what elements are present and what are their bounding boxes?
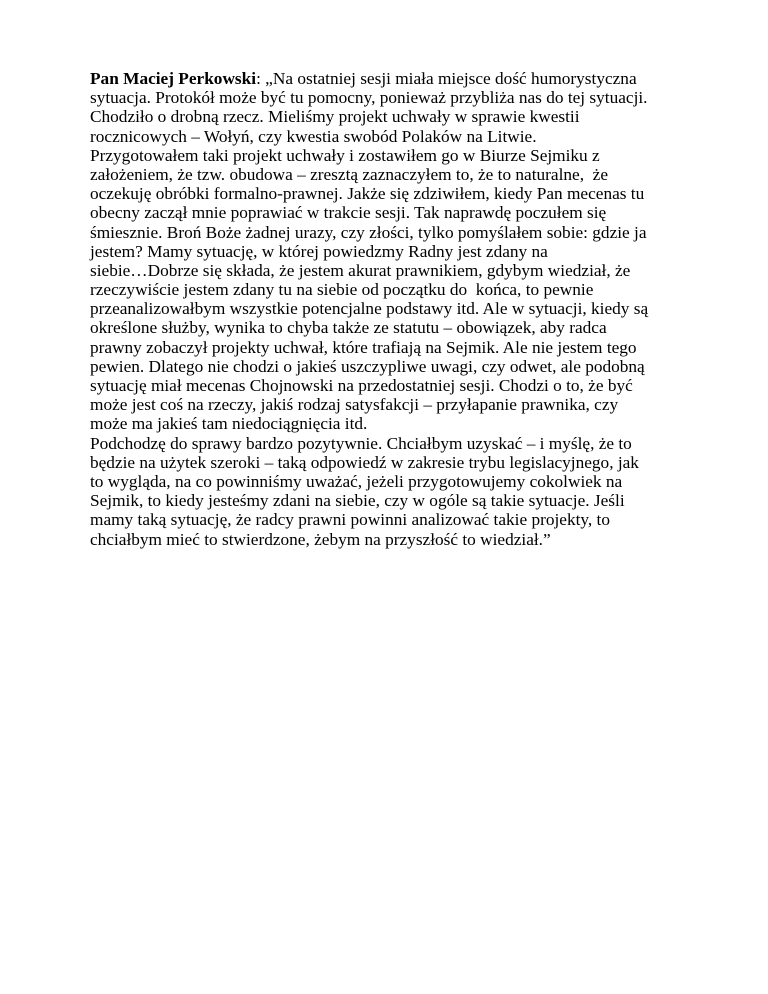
text-line: Przygotowałem taki projekt uchwały i zostawiłem go w Biurze Sejmiku z (90, 145, 600, 165)
text-line: mamy taką sytuację, że radcy prawni powinni analizować takie projekty, to (90, 510, 610, 530)
speaker-name: Pan Maciej Perkowski (90, 69, 257, 88)
text-line: założeniem, że tzw. obudowa – zresztą zaznaczyłem to, że to naturalne, że (90, 164, 608, 184)
text-line: będzie na użytek szeroki – taką odpowiedź w zakresie trybu legislacyjnego, jak (90, 452, 639, 472)
text-line: obecny zaczął mnie poprawiać w trakcie sesji. Tak naprawdę poczułem się (90, 203, 607, 223)
text-line: może jest coś na rzeczy, jakiś rodzaj satysfakcji – przyłapanie prawnika, czy (90, 395, 619, 415)
text-line: może ma jakieś tam niedociągnięcia itd. (90, 414, 368, 434)
text-line: oczekuję obróbki formalno-prawnej. Jakże się zdziwiłem, kiedy Pan mecenas tu (90, 184, 645, 204)
text-line: rzeczywiście jestem zdany tu na siebie od początku do końca, to pewnie (90, 280, 594, 300)
text-line (90, 69, 700, 88)
text-line: Sejmik, to kiedy jesteśmy zdani na siebie, czy w ogóle są takie sytuacje. Jeśli (90, 491, 625, 511)
text-line: siebie…Dobrze się składa, że jestem akurat prawnikiem, gdybym wiedział, że (90, 260, 631, 280)
text-line: sytuację miał mecenas Chojnowski na przedostatniej sesji. Chodzi o to, że być (90, 376, 633, 395)
text-line: jestem? Mamy sytuację, w której powiedzmy Radny jest zdany na (90, 241, 548, 261)
text-line: Podchodzę do sprawy bardzo pozytywnie. Chciałbym uzyskać – i myślę, że to (90, 433, 632, 453)
text-line: określone służby, wynika to chyba także ze statutu – obowiązek, aby radca (90, 318, 607, 338)
text-line: przeanalizowałbym wszystkie potencjalne podstawy itd. Ale w sytuacji, kiedy są (90, 299, 649, 319)
text-line: Chodziło o drobną rzecz. Mieliśmy projekt uchwały w sprawie kwestii (90, 107, 580, 127)
text-line: rocznicowych – Wołyń, czy kwestia swobód Polaków na Litwie. (90, 126, 537, 146)
text-line: prawny zobaczył projekty uchwał, które trafiają na Sejmik. Ale nie jestem tego (90, 337, 637, 357)
statement-text (90, 69, 700, 549)
text-line: chciałbym mieć to stwierdzone, żebym na przyszłość to wiedział.” (90, 529, 551, 549)
first-line-text: : „Na ostatniej sesji miała miejsce dość humorystyczna (256, 69, 637, 88)
text-line: śmiesznie. Broń Boże żadnej urazy, czy złości, tylko pomyślałem sobie: gdzie ja (90, 222, 647, 242)
text-line: pewien. Dlatego nie chodzi o jakieś uszczypliwe uwagi, czy odwet, ale podobną (90, 356, 645, 376)
text-line: sytuacja. Protokół może być tu pomocny, ponieważ przybliża nas do tej sytuacji. (90, 88, 648, 108)
text-line: to wygląda, na co powinniśmy uważać, jeżeli przygotowujemy cokolwiek na (90, 471, 623, 491)
